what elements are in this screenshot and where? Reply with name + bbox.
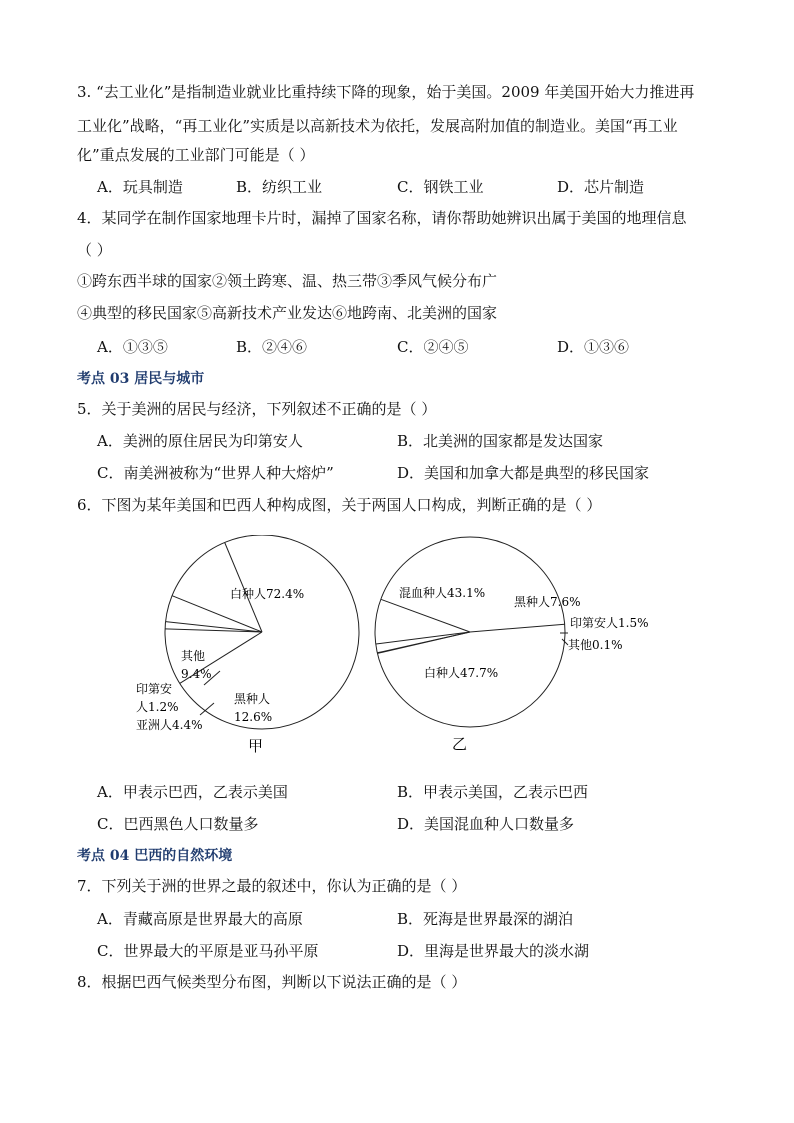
q5-option-b[interactable]: B．北美洲的国家都是发达国家 [397, 432, 604, 450]
q3-line2: 工业化”战略，“再工业化”实质是以高新技术为依托，发展高附加值的制造业。美国“再工业 [77, 117, 678, 135]
pie-jia-label-black-2: 12.6% [234, 710, 273, 724]
pie-jia-label-indian-2: 人1.2% [136, 700, 179, 714]
pie-jia-label-white: 白种人72.4% [230, 587, 305, 601]
q8-stem: 8．根据巴西气候类型分布图，判断以下说法正确的是（ ） [77, 973, 467, 991]
pie-yi-caption: 乙 [452, 735, 468, 753]
q4-option-d[interactable]: D．①③⑥ [557, 338, 630, 356]
q7-option-c[interactable]: C．世界最大的平原是亚马孙平原 [97, 942, 319, 960]
pie-chart-yi [375, 537, 649, 753]
pie-jia-label-asian: 亚洲人4.4% [136, 718, 203, 732]
pie-jia-label-black-1: 黑种人 [234, 692, 271, 706]
pie-jia-caption: 甲 [248, 737, 264, 755]
population-pie-charts [0, 535, 794, 775]
q7-option-a[interactable]: A．青藏高原是世界最大的高原 [97, 910, 303, 928]
pie-jia-label-other-2: 9.4% [181, 667, 212, 681]
q4-line2: （ ） [77, 241, 112, 259]
q5-option-d[interactable]: D．美国和加拿大都是典型的移民国家 [397, 464, 650, 482]
q4-option-b[interactable]: B．②④⑥ [236, 338, 308, 356]
pie-jia-label-indian-1: 印第安 [136, 682, 173, 696]
q6-option-c[interactable]: C．巴西黑色人口数量多 [97, 815, 259, 833]
q7-option-d[interactable]: D．里海是世界最大的淡水湖 [397, 942, 590, 960]
q3-line3: 化”重点发展的工业部门可能是（ ） [77, 146, 315, 164]
q6-option-d[interactable]: D．美国混血种人口数量多 [397, 815, 575, 833]
q3-line1: 3. “去工业化”是指制造业就业比重持续下降的现象，始于美国。2009 年美国开始大力推进再 [77, 83, 695, 101]
q4-info1: ①跨东西半球的国家②领土跨寒、温、热三带③季风气候分布广 [77, 272, 498, 290]
q4-info2: ④典型的移民国家⑤高新技术产业发达⑥地跨南、北美洲的国家 [77, 304, 498, 322]
section-heading-04: 考点 04 巴西的自然环境 [77, 848, 233, 864]
q4-option-c[interactable]: C．②④⑤ [397, 338, 469, 356]
section-heading-03: 考点 03 居民与城市 [77, 371, 205, 387]
q7-option-b[interactable]: B．死海是世界最深的湖泊 [397, 910, 574, 928]
q5-option-c[interactable]: C．南美洲被称为“世界人种大熔炉” [97, 464, 334, 482]
q3-option-d[interactable]: D．芯片制造 [557, 178, 645, 196]
q3-option-c[interactable]: C．钢铁工业 [397, 178, 484, 196]
pie-chart-jia [136, 535, 359, 755]
q7-stem: 7．下列关于洲的世界之最的叙述中，你认为正确的是（ ） [77, 877, 467, 895]
pie-jia-label-other-1: 其他 [181, 649, 206, 663]
pie-yi-label-mixed: 混血种人43.1% [399, 586, 486, 600]
q6-option-b[interactable]: B．甲表示美国，乙表示巴西 [397, 783, 589, 801]
pie-yi-label-indian: 印第安人1.5% [570, 616, 649, 630]
pie-yi-label-white: 白种人47.7% [424, 666, 499, 680]
q5-stem: 5．关于美洲的居民与经济，下列叙述不正确的是（ ） [77, 400, 437, 418]
q5-option-a[interactable]: A．美洲的原住居民为印第安人 [97, 432, 303, 450]
pie-yi-label-black: 黑种人7.6% [514, 595, 581, 609]
q6-stem: 6．下图为某年美国和巴西人种构成图，关于两国人口构成，判断正确的是（ ） [77, 496, 602, 514]
q3-option-a[interactable]: A．玩具制造 [97, 178, 183, 196]
q6-option-a[interactable]: A．甲表示巴西，乙表示美国 [97, 783, 288, 801]
q4-line1: 4．某同学在制作国家地理卡片时，漏掉了国家名称，请你帮助她辨识出属于美国的地理信息 [77, 209, 687, 227]
q4-option-a[interactable]: A．①③⑤ [97, 338, 168, 356]
pie-yi-label-other: 其他0.1% [568, 638, 623, 652]
q3-option-b[interactable]: B．纺织工业 [236, 178, 323, 196]
